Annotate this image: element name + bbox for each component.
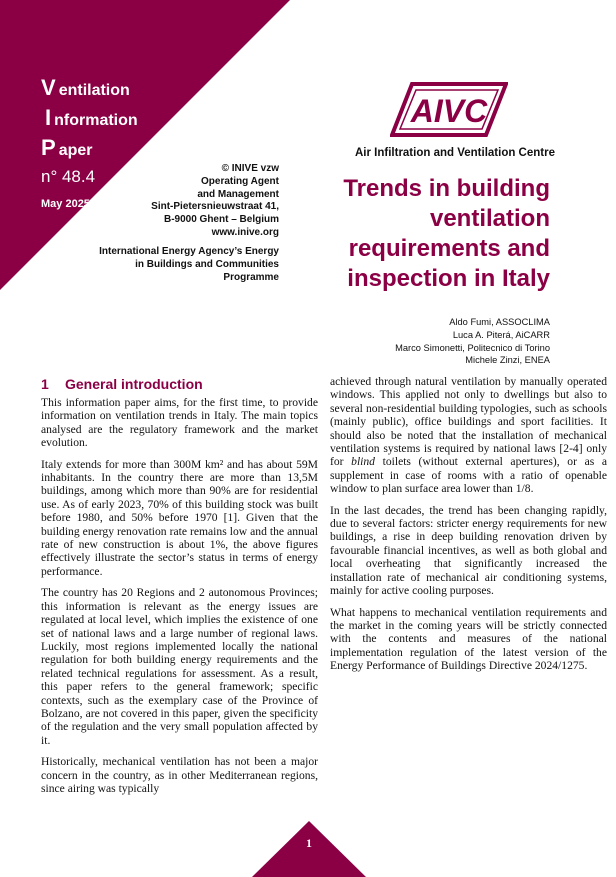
publication-date: May 2025	[41, 198, 90, 210]
right-column	[330, 375, 607, 681]
organization-name: Air Infiltration and Ventilation Centre	[355, 147, 555, 159]
document-title	[270, 174, 550, 294]
paragraph-text: achieved through natural ventilation by manually operated windows. This applied not only to dwellings but also to several non-residential building typologies, such as schools (mainly public), office buildings and sport facilities. It should also be noted that the installation of mechanical ventilation systems is required by national laws [2-4] only for	[330, 375, 607, 469]
paragraph: In the last decades, the trend has been changing rapidly, due to several factors: stricter energy requirements for new buildings, a rise in deep building renovation driven by favourable financial incentives, as well as both global and local overheating that significantly increased the installation rate of mechanical air conditioning systems, mainly for active cooling purposes.	[330, 503, 607, 598]
title-line: Trends in building	[343, 175, 550, 202]
programme-info	[39, 246, 279, 284]
emphasis-text: blind	[351, 455, 375, 469]
authors-list	[250, 316, 550, 367]
programme-line: International Energy Agency’s Energy	[99, 246, 279, 257]
title-line: ventilation	[429, 205, 550, 232]
programme-line: Programme	[223, 271, 279, 283]
left-column	[41, 376, 318, 803]
title-line: requirements and	[348, 235, 550, 262]
page-number: 1	[306, 836, 312, 850]
programme-line: in Buildings and Communities	[135, 258, 279, 270]
publisher-website: www.inive.org	[211, 226, 279, 238]
series-line-information	[41, 104, 138, 134]
paragraph: Italy extends for more than 300M km² and has about 59M inhabitants. In the country there are more than 13,5M buildings, among which more than 90% are for residential use. As of early 2023, 70% of this building stock was built before 1980, and 50% before 1970 [1]. Given that the building energy renovation rate remains low and the annual rate of new construction is about 1%, the above figures effectively illustrate the sector’s status in terms of energy performance.	[41, 457, 318, 578]
publisher-line: Sint-Pietersnieuwstraat 41,	[151, 201, 279, 213]
series-cap-v: V	[41, 75, 56, 100]
series-rest-paper: aper	[58, 142, 93, 159]
aivc-logo	[390, 82, 508, 137]
series-line-paper	[41, 134, 138, 164]
publisher-info	[39, 163, 279, 240]
series-line-ventilation	[41, 74, 138, 104]
publisher-line: B-9000 Ghent – Belgium	[163, 214, 279, 226]
paragraph: The country has 20 Regions and 2 autonomous Provinces; this information is relevant as the energy issues are regulated at local level, which implies the existence of one set of national laws and a large number of regional laws. Luckily, most regions implemented locally the national regulation for both building energy requirements and the related technical regulations for assessment. As a result, this paper refers to the general framework; specific contexts, such as the exemplary case of the Province of Bolzano, are not covered in this paper, given the specificity of the regulation and the very small population affected by it.	[41, 586, 318, 747]
section-number: 1	[41, 376, 49, 392]
publisher-line: and Management	[197, 188, 279, 200]
publisher-line: © INIVE vzw	[221, 163, 279, 174]
paragraph-text: toilets (without external apertures), or as a supplement in case of rooms with a ratio of openable window to plan surface area lower than 1/8.	[330, 455, 607, 496]
paper-number: n° 48.4	[41, 167, 96, 186]
paragraph: What happens to mechanical ventilation requirements and the market in the coming years will be strictly connected with the contents and measures of the national implementation regulation of the latest version of the Energy Performance of Buildings Directive 2024/1275.	[330, 605, 607, 673]
paragraph	[330, 375, 607, 496]
section-heading	[41, 376, 318, 393]
series-rest-ventilation: entilation	[58, 82, 130, 99]
logo-text: AIVC	[410, 93, 488, 129]
publisher-line: Operating Agent	[201, 175, 279, 187]
series-cap-i: I	[45, 105, 52, 130]
author: Marco Simonetti, Politecnico di Torino	[395, 342, 550, 353]
section-title: General introduction	[65, 376, 203, 392]
author: Michele Zinzi, ENEA	[465, 355, 550, 366]
author: Luca A. Piterá, AiCARR	[452, 329, 550, 340]
title-line: inspection in Italy	[347, 265, 550, 292]
paragraph: This information paper aims, for the first time, to provide information on ventilation trends in Italy. The main topics analysed are the regulatory framework and the market evolution.	[41, 396, 318, 450]
series-rest-information: nformation	[54, 112, 138, 129]
series-cap-p: P	[41, 135, 56, 160]
paragraph: Historically, mechanical ventilation has not been a major concern in the country, as in other Mediterranean regions, since airing was typically	[41, 755, 318, 795]
author: Aldo Fumi, ASSOCLIMA	[449, 317, 550, 327]
